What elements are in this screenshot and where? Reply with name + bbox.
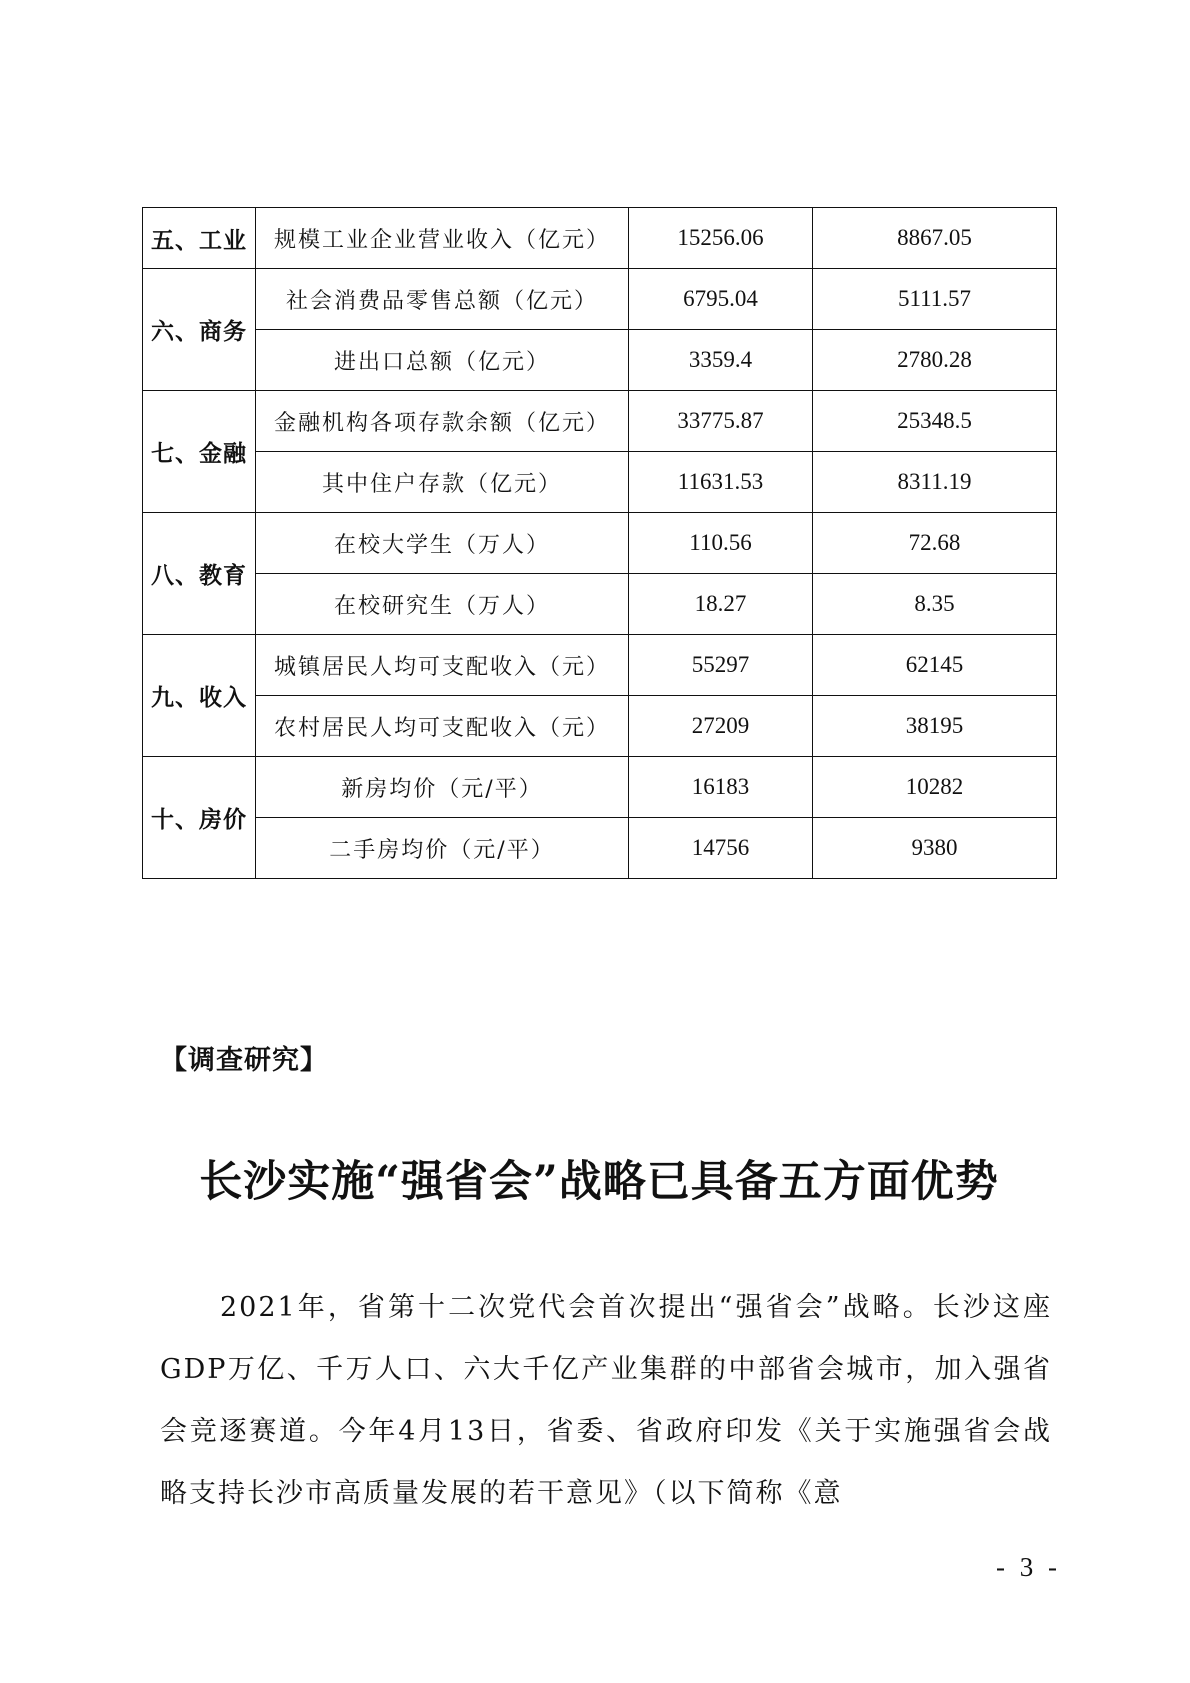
category-cell: 八、教育 bbox=[143, 513, 256, 635]
table-row bbox=[143, 696, 1057, 757]
value-cell-col1: 3359.4 bbox=[629, 330, 813, 391]
value-cell-col2: 2780.28 bbox=[813, 330, 1057, 391]
value-cell-col2: 72.68 bbox=[813, 513, 1057, 574]
table-row bbox=[143, 269, 1057, 330]
indicator-cell: 在校大学生（万人） bbox=[256, 513, 629, 574]
value-cell-col1: 18.27 bbox=[629, 574, 813, 635]
value-cell-col2: 10282 bbox=[813, 757, 1057, 818]
table-row bbox=[143, 330, 1057, 391]
indicator-cell: 二手房均价（元/平） bbox=[256, 818, 629, 879]
indicator-cell: 在校研究生（万人） bbox=[256, 574, 629, 635]
article-title: 长沙实施“强省会”战略已具备五方面优势 bbox=[199, 1157, 999, 1207]
value-cell-col2: 38195 bbox=[813, 696, 1057, 757]
category-cell: 五、工业 bbox=[143, 208, 256, 269]
value-cell-col1: 27209 bbox=[629, 696, 813, 757]
statistics-table bbox=[142, 207, 1057, 879]
indicator-cell: 进出口总额（亿元） bbox=[256, 330, 629, 391]
value-cell-col2: 9380 bbox=[813, 818, 1057, 879]
indicator-cell: 规模工业企业营业收入（亿元） bbox=[256, 208, 629, 269]
table-row bbox=[143, 513, 1057, 574]
value-cell-col1: 11631.53 bbox=[629, 452, 813, 513]
category-cell: 九、收入 bbox=[143, 635, 256, 757]
indicator-cell: 农村居民人均可支配收入（元） bbox=[256, 696, 629, 757]
body-paragraph: 2021年，省第十二次党代会首次提出“强省会”战略。长沙这座GDP万亿、千万人口、六大千亿产业集群的中部省会城市，加入强省会竞逐赛道。今年4月13日，省委、省政府印发《关于实施强省会战略支持长沙市高质量发展的若干意见》（以下简称《意 bbox=[160, 1292, 1052, 1509]
value-cell-col1: 15256.06 bbox=[629, 208, 813, 269]
section-tag: 【调查研究】 bbox=[160, 1045, 328, 1076]
table-row bbox=[143, 757, 1057, 818]
value-cell-col2: 62145 bbox=[813, 635, 1057, 696]
value-cell-col1: 33775.87 bbox=[629, 391, 813, 452]
value-cell-col2: 8311.19 bbox=[813, 452, 1057, 513]
table-row bbox=[143, 574, 1057, 635]
table-row bbox=[143, 818, 1057, 879]
indicator-cell: 其中住户存款（亿元） bbox=[256, 452, 629, 513]
category-cell: 七、金融 bbox=[143, 391, 256, 513]
table-row bbox=[143, 635, 1057, 696]
value-cell-col1: 16183 bbox=[629, 757, 813, 818]
value-cell-col1: 14756 bbox=[629, 818, 813, 879]
page-number: - 3 - bbox=[996, 1552, 1061, 1582]
table-row bbox=[143, 391, 1057, 452]
category-cell: 六、商务 bbox=[143, 269, 256, 391]
indicator-cell: 新房均价（元/平） bbox=[256, 757, 629, 818]
value-cell-col1: 110.56 bbox=[629, 513, 813, 574]
value-cell-col2: 5111.57 bbox=[813, 269, 1057, 330]
value-cell-col2: 25348.5 bbox=[813, 391, 1057, 452]
value-cell-col1: 6795.04 bbox=[629, 269, 813, 330]
value-cell-col1: 55297 bbox=[629, 635, 813, 696]
category-cell: 十、房价 bbox=[143, 757, 256, 879]
table-row bbox=[143, 208, 1057, 269]
value-cell-col2: 8867.05 bbox=[813, 208, 1057, 269]
indicator-cell: 城镇居民人均可支配收入（元） bbox=[256, 635, 629, 696]
table-row bbox=[143, 452, 1057, 513]
value-cell-col2: 8.35 bbox=[813, 574, 1057, 635]
indicator-cell: 社会消费品零售总额（亿元） bbox=[256, 269, 629, 330]
indicator-cell: 金融机构各项存款余额（亿元） bbox=[256, 391, 629, 452]
